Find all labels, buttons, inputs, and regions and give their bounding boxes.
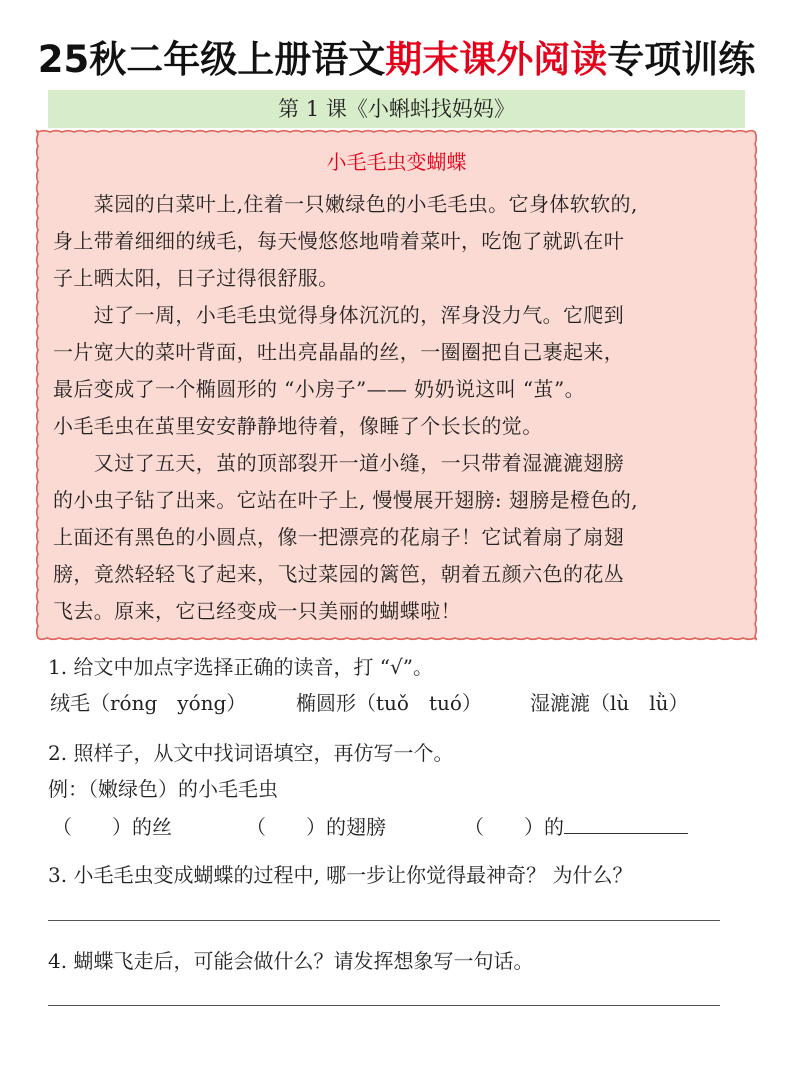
question-2-blank[interactable]: （ ）的翅膀 xyxy=(246,815,386,839)
question-2-answer-underline[interactable] xyxy=(564,813,688,834)
passage-line: 上面还有黑色的小圆点，像一把漂亮的花扇子！它试着扇了扇翅 xyxy=(53,525,625,549)
title-part1: 25秋二年级上册语文 xyxy=(37,38,386,81)
passage-line: 过了一周，小毛毛虫觉得身体沉沉的，浑身没力气。它爬到 xyxy=(53,303,625,327)
question-1-option[interactable]: 椭圆形（tuǒ tuó） xyxy=(296,691,482,715)
passage-title: 小毛毛虫变蝴蝶 xyxy=(326,150,467,174)
passage-box xyxy=(34,128,759,642)
question-1-prompt: 1. 给文中加点字选择正确的读音，打 “√”。 xyxy=(48,655,433,679)
question-4-answer-line[interactable] xyxy=(48,1005,720,1006)
question-1-option[interactable]: 绒毛（róng yóng） xyxy=(50,691,247,715)
title-part2: 专项训练 xyxy=(607,38,756,81)
passage-line: 飞去。原来，它已经变成一只美丽的蝴蝶啦！ xyxy=(53,599,461,623)
passage-line: 又过了五天，茧的顶部裂开一道小缝，一只带着湿漉漉翅膀 xyxy=(53,451,625,475)
passage-line: 膀，竟然轻轻飞了起来，飞过菜园的篱笆，朝着五颜六色的花丛 xyxy=(53,562,625,586)
passage-line: 小毛毛虫在茧里安安静静地待着，像睡了个长长的觉。 xyxy=(53,414,543,438)
passage-line: 身上带着细细的绒毛，每天慢悠悠地啃着菜叶，吃饱了就趴在叶 xyxy=(53,229,625,253)
passage-line: 最后变成了一个椭圆形的 “小房子”—— 奶奶说这叫 “茧”。 xyxy=(53,377,585,401)
page-title xyxy=(0,36,793,84)
question-1-option[interactable]: 湿漉漉（lù lǜ） xyxy=(530,691,689,715)
title-highlight: 期末课外阅读 xyxy=(385,38,608,81)
question-3-prompt: 3. 小毛毛虫变成蝴蝶的过程中, 哪一步让你觉得最神奇？ 为什么？ xyxy=(48,863,633,887)
question-2-blank-custom[interactable] xyxy=(464,812,688,842)
passage-line: 的小虫子钻了出来。它站在叶子上, 慢慢展开翅膀: 翅膀是橙色的, xyxy=(53,488,638,512)
lesson-banner: 第 1 课《小蝌蚪找妈妈》 xyxy=(48,90,745,128)
question-2-blank[interactable]: （ ）的丝 xyxy=(52,815,172,839)
passage-line: 一片宽大的菜叶背面，吐出亮晶晶的丝，一圈圈把自己裹起来， xyxy=(53,340,625,364)
passage-line: 菜园的白菜叶上,住着一只嫩绿色的小毛毛虫。它身体软软的, xyxy=(53,192,638,216)
question-2-prompt: 2. 照样子，从文中找词语填空，再仿写一个。 xyxy=(48,741,454,765)
question-2-example: 例：（嫩绿色）的小毛毛虫 xyxy=(48,777,278,801)
passage-line: 子上晒太阳，日子过得很舒服。 xyxy=(53,266,339,290)
question-4-prompt: 4. 蝴蝶飞走后，可能会做什么？请发挥想象写一句话。 xyxy=(48,949,534,973)
question-3-answer-line[interactable] xyxy=(48,920,720,921)
question-2-blank-text: （ ）的 xyxy=(464,815,564,839)
passage-text xyxy=(53,186,753,630)
